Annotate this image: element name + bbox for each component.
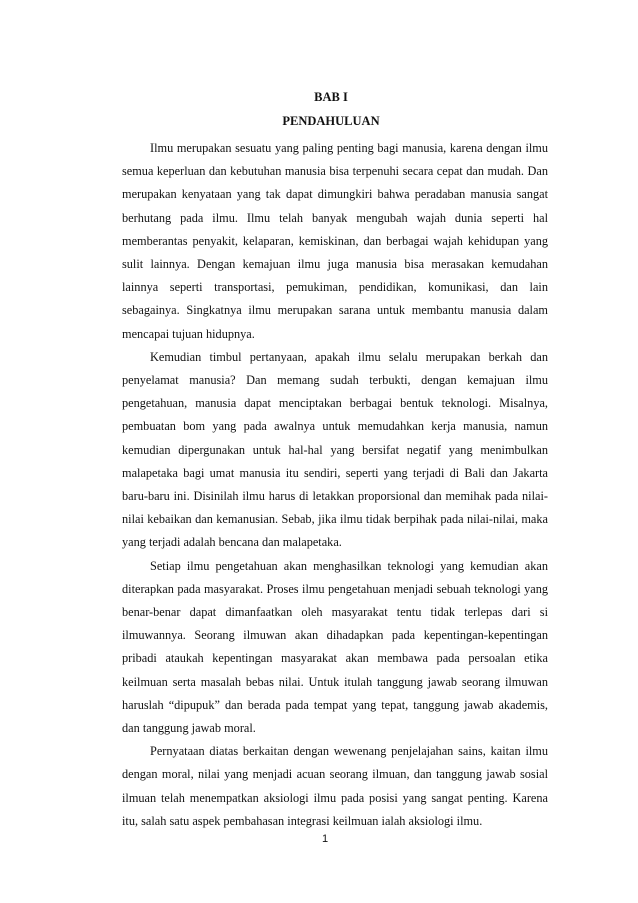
paragraph-1: Ilmu merupakan sesuatu yang paling penting bagi manusia, karena dengan ilmu semua keperluan dan kebutuhan manusia bisa terpenuhi secara cepat dan mudah. Dan merupakan kenyataan yang tak dapat dimungkiri bahwa peradaban manusia sangat berhutang pada ilmu. Ilmu telah banyak mengubah wajah dunia seperti hal memberantas penyakit, kelaparan, kemiskinan, dan berbagai wajah kehidupan yang sulit lainnya. Dengan kemajuan ilmu juga manusia bisa merasakan kemudahan lainnya seperti transportasi, pemukiman, pendidikan, komunikasi, dan lain sebagainya. Singkatnya ilmu merupakan sarana untuk membantu manusia dalam mencapai tujuan hidupnya. (122, 141, 548, 341)
paragraph-4: Pernyataan diatas berkaitan dengan wewenang penjelajahan sains, kaitan ilmu dengan moral, nilai yang menjadi acuan seorang ilmuan, dan tanggung jawab sosial ilmuan telah menempatkan aksiologi ilmu pada posisi yang sangat penting. Karena itu, salah satu aspek pembahasan integrasi keilmuan ialah aksiologi ilmu. (122, 744, 548, 828)
chapter-heading: BAB I (314, 90, 348, 104)
page-number: 1 (321, 833, 329, 845)
body-text (122, 137, 548, 833)
paragraph-3: Setiap ilmu pengetahuan akan menghasilkan teknologi yang kemudian akan diterapkan pada masyarakat. Proses ilmu pengetahuan menjadi sebuah teknologi yang benar-benar dapat dimanfaatkan oleh masyarakat tentu tidak terlepas dari si ilmuwannya. Seorang ilmuwan akan dihadapkan pada kepentingan-kepentingan pribadi ataukah kepentingan masyarakat akan membawa pada persoalan etika keilmuan serta masalah bebas nilai. Untuk itulah tanggung jawab seorang ilmuwan haruslah “dipupuk” dan berada pada tempat yang tepat, tanggung jawab akademis, dan tanggung jawab moral. (122, 558, 548, 736)
chapter-title: PENDAHULUAN (282, 114, 380, 128)
paragraph-2: Kemudian timbul pertanyaan, apakah ilmu selalu merupakan berkah dan penyelamat manusia? Dan memang sudah terbukti, dengan kemajuan ilmu pengetahuan, manusia dapat menciptakan berbagai bentuk teknologi. Misalnya, pembuatan bom yang pada awalnya untuk memudahkan kerja manusia, namun kemudian dipergunakan untuk hal-hal yang bersifat negatif yang menimbulkan malapetaka bagi umat manusia itu sendiri, seperti yang terjadi di Bali dan Jakarta baru-baru ini. Disinilah ilmu harus di letakkan proporsional dan memihak pada nilai- nilai kebaikan dan kemanusian. Sebab, jika ilmu tidak berpihak pada nilai-nilai, maka yang terjadi adalah bencana dan malapetaka. (122, 349, 548, 550)
